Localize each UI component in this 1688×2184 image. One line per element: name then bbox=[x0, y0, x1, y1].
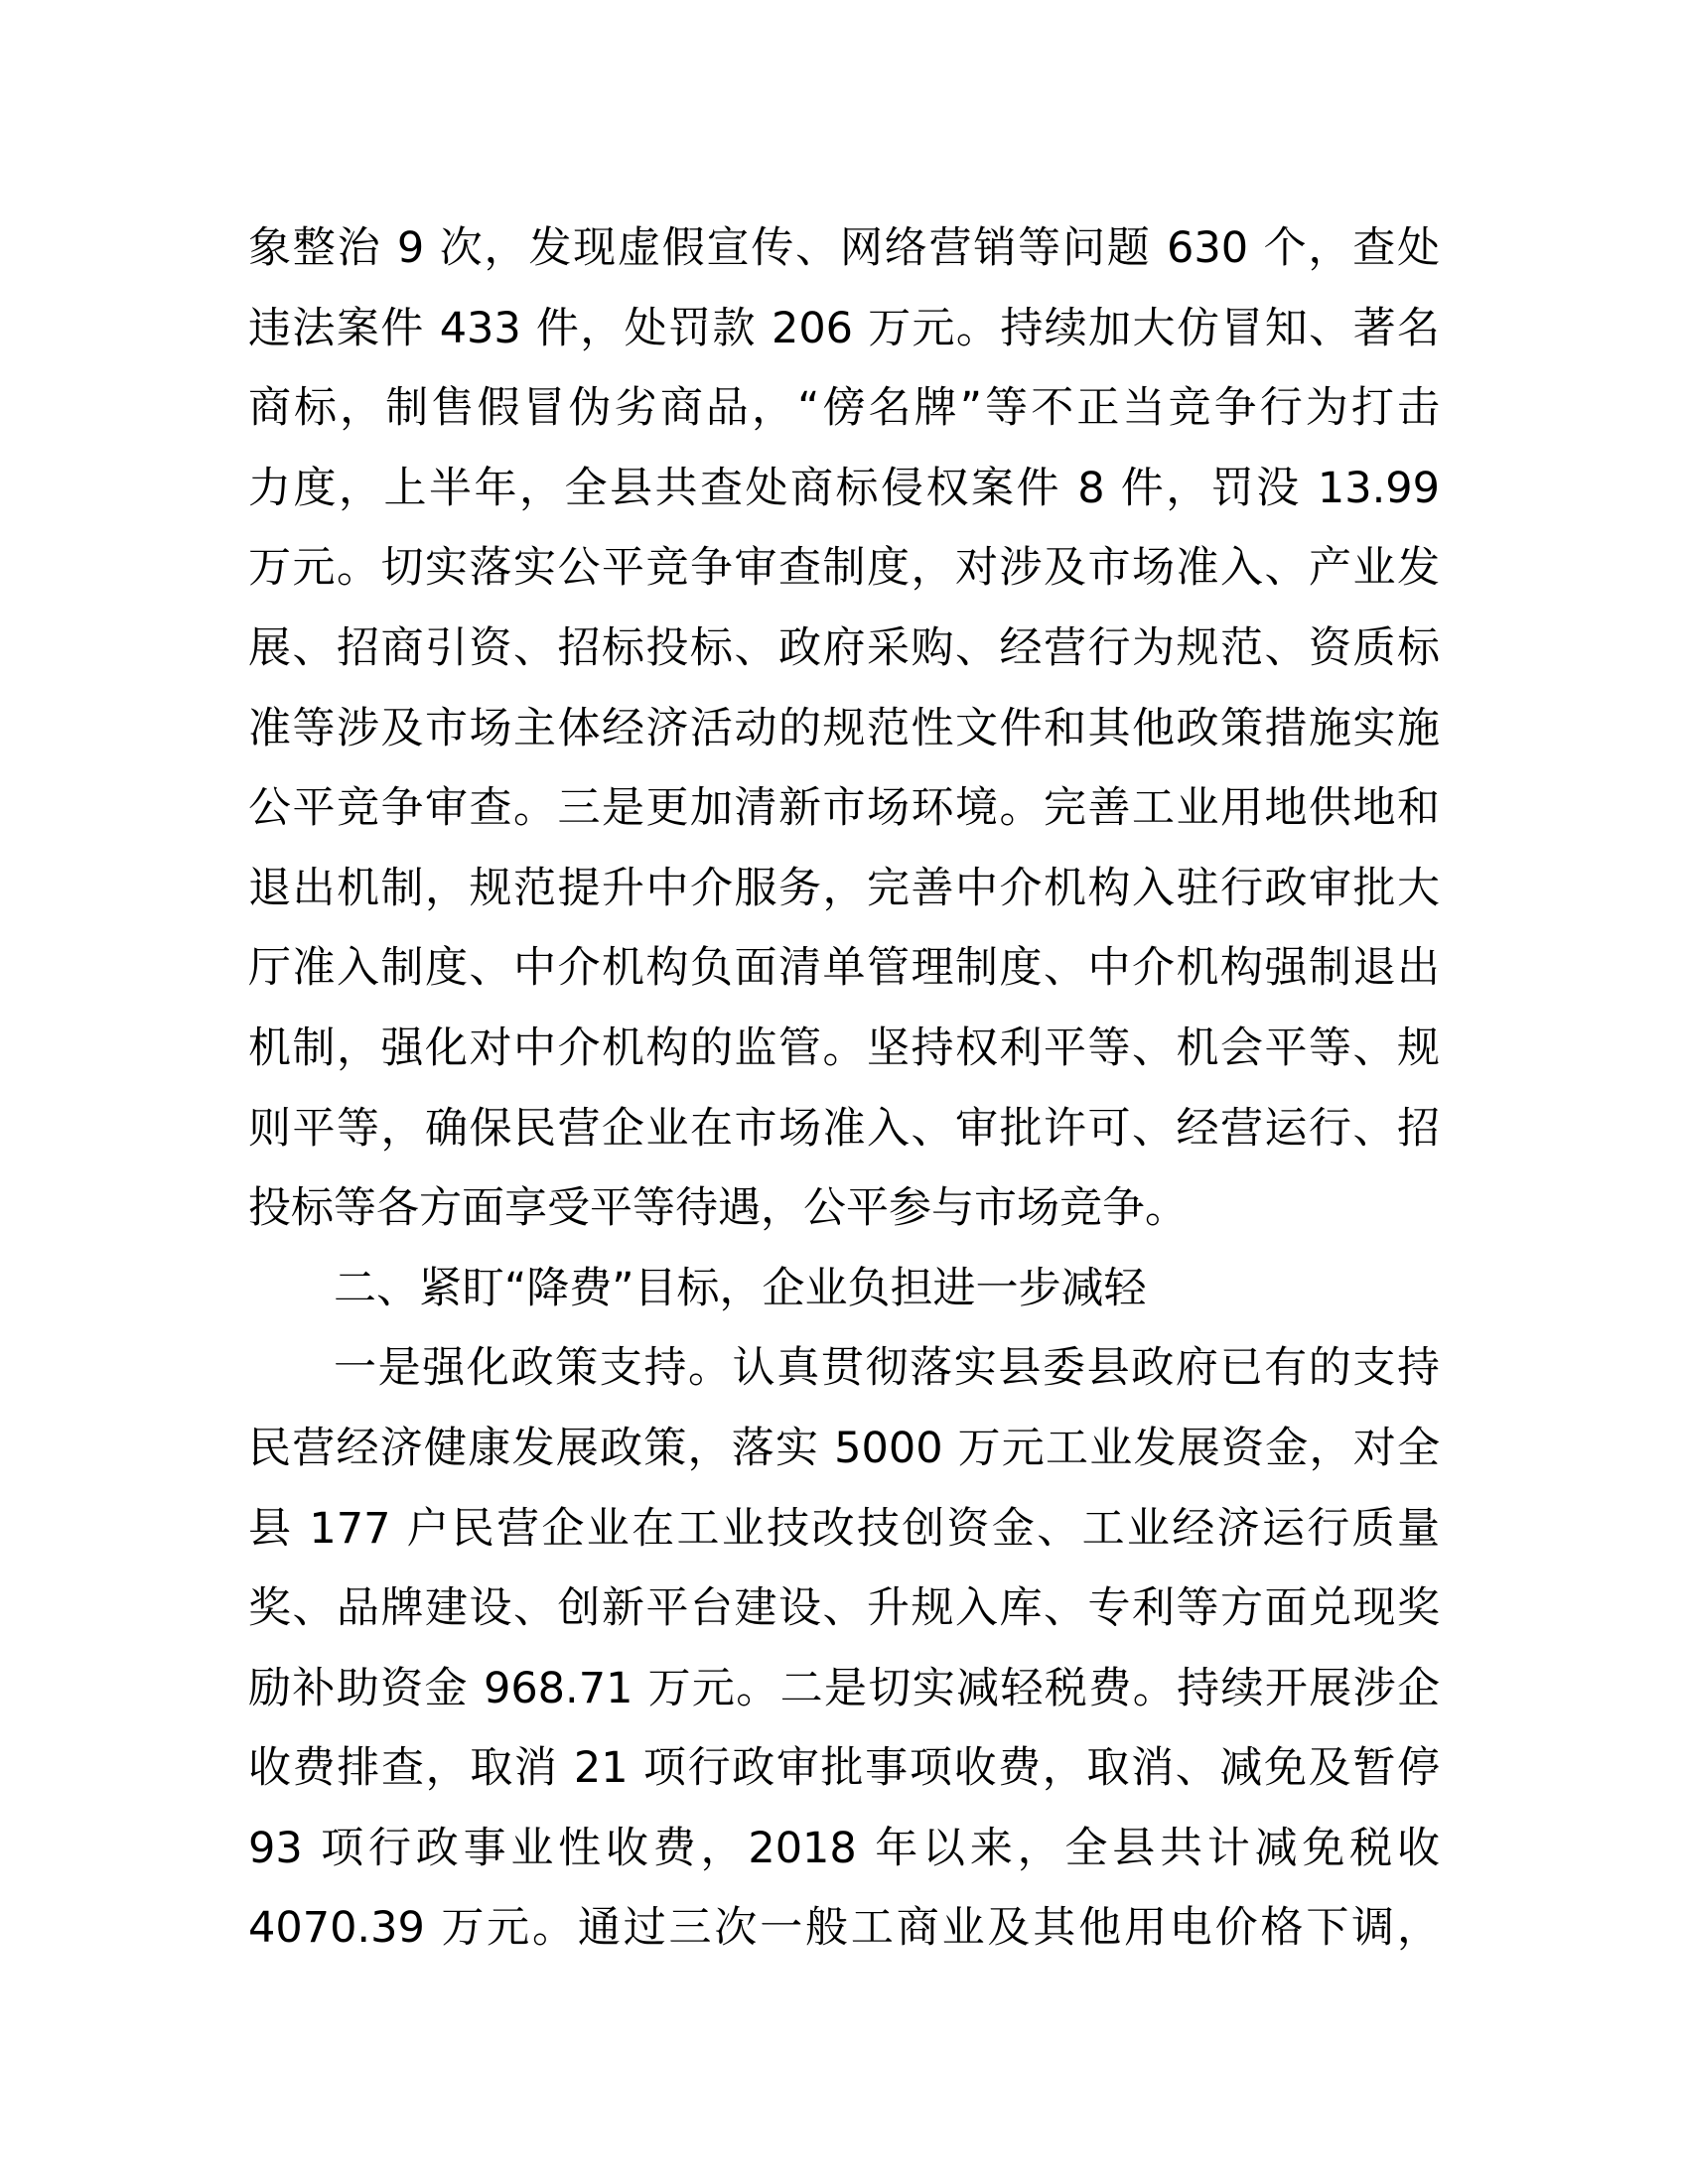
text-line: 违法案件 433 件，处罚款 206 万元。持续加大仿冒知、著名 bbox=[248, 303, 1440, 353]
text-line: 民营经济健康发展政策，落实 5000 万元工业发展资金，对全 bbox=[248, 1423, 1440, 1473]
text-line: 厅准入制度、中介机构负面清单管理制度、中介机构强制退出 bbox=[248, 943, 1440, 994]
text-line: 退出机制，规范提升中介服务，完善中介机构入驻行政审批大 bbox=[248, 863, 1440, 913]
text-line: 准等涉及市场主体经济活动的规范性文件和其他政策措施实施 bbox=[248, 703, 1440, 753]
text-line: 4070.39 万元。通过三次一般工商业及其他用电价格下调， bbox=[248, 1903, 1440, 1954]
paragraph-start-line: 一是强化政策支持。认真贯彻落实县委县政府已有的支持 bbox=[334, 1343, 1440, 1394]
text-line: 公平竞争审查。三是更加清新市场环境。完善工业用地供地和 bbox=[248, 783, 1440, 834]
text-line: 机制，强化对中介机构的监管。坚持权利平等、机会平等、规 bbox=[248, 1023, 1440, 1073]
text-line: 象整治 9 次，发现虚假宣传、网络营销等问题 630 个，查处 bbox=[248, 223, 1440, 273]
document-page bbox=[248, 208, 1440, 1969]
text-line: 93 项行政事业性收费，2018 年以来，全县共计减免税收 bbox=[248, 1823, 1440, 1873]
text-line: 万元。切实落实公平竞争审查制度，对涉及市场准入、产业发 bbox=[248, 543, 1440, 594]
text-line: 展、招商引资、招标投标、政府采购、经营行为规范、资质标 bbox=[248, 622, 1440, 673]
paragraph-end-line: 投标等各方面享受平等待遇，公平参与市场竞争。 bbox=[248, 1183, 1188, 1234]
text-line: 商标，制售假冒伪劣商品，“傍名牌”等不正当竞争行为打击 bbox=[248, 383, 1440, 434]
text-line: 收费排查，取消 21 项行政审批事项收费，取消、减免及暂停 bbox=[248, 1743, 1440, 1794]
text-line: 力度，上半年，全县共查处商标侵权案件 8 件，罚没 13.99 bbox=[248, 463, 1440, 513]
text-line: 县 177 户民营企业在工业技改技创资金、工业经济运行质量 bbox=[248, 1503, 1440, 1554]
text-line: 奖、品牌建设、创新平台建设、升规入库、专利等方面兑现奖 bbox=[248, 1583, 1440, 1634]
section-heading: 二、紧盯“降费”目标，企业负担进一步减轻 bbox=[334, 1263, 1147, 1313]
text-line: 则平等，确保民营企业在市场准入、审批许可、经营运行、招 bbox=[248, 1103, 1440, 1154]
text-line: 励补助资金 968.71 万元。二是切实减轻税费。持续开展涉企 bbox=[248, 1663, 1440, 1713]
